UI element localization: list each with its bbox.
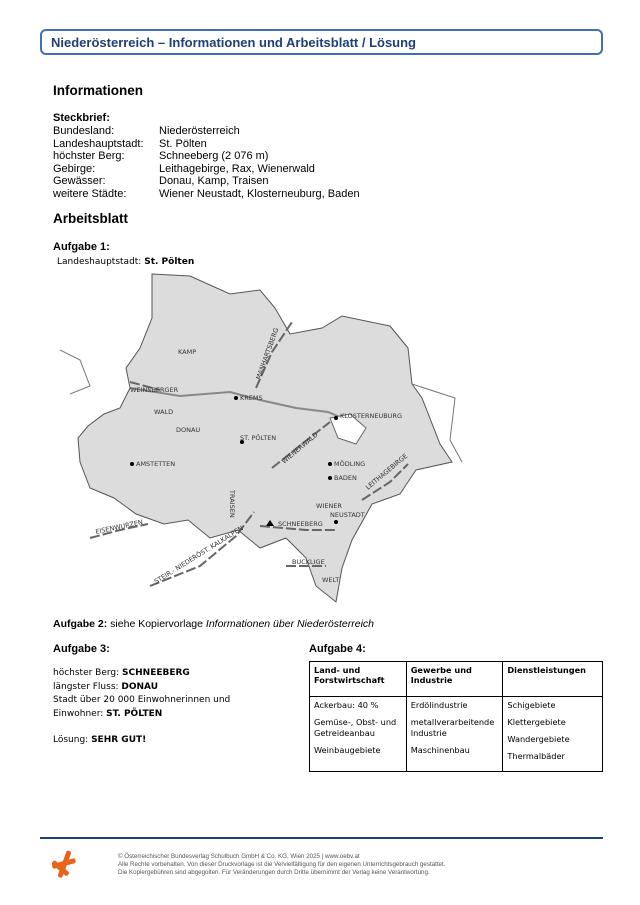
- task3-prefix: Einwohner:: [53, 708, 107, 719]
- map-label-klosterneuburg: KLOSTERNEUBURG: [340, 412, 402, 420]
- steckbrief-values: [159, 125, 360, 200]
- table-header-cell: Land- und Forstwirtschaft: [310, 662, 407, 697]
- table-entry: Erdölindustrie: [410, 700, 468, 710]
- map-label-manhartsberg: MANHARTSBERG: [254, 326, 281, 381]
- map-border-left: [60, 350, 90, 394]
- table-entry: Wandergebiete: [507, 734, 570, 744]
- footer-copyright: [118, 853, 445, 877]
- city-klosterneuburg-marker: [334, 416, 338, 420]
- map-label-welt: WELT: [322, 576, 340, 584]
- task3-solution-prefix: Lösung:: [53, 735, 92, 745]
- task2-text: siehe Kopiervorlage: [107, 618, 206, 630]
- worksheet-heading: Arbeitsblatt: [53, 211, 129, 226]
- map-label-wiener: WIENER: [316, 502, 342, 510]
- task3-prefix: längster Fluss:: [53, 681, 122, 692]
- task3-line: [53, 667, 230, 681]
- task3-prefix: Stadt über 20 000 Einwohnerinnen und: [53, 695, 231, 705]
- table-entry: Gemüse-, Obst- und Getreideanbau: [314, 717, 397, 738]
- map-label-schneeberg: SCHNEEBERG: [278, 520, 323, 528]
- footer-divider: [40, 837, 603, 839]
- task2-title: Aufgabe 2:: [53, 618, 108, 630]
- table-cell-land: [310, 697, 407, 772]
- page-title: Niederösterreich – Informationen und Arbeitsblatt / Lösung: [51, 35, 417, 50]
- task3-title: Aufgabe 3:: [53, 643, 110, 655]
- table-cell-dienst: [503, 697, 603, 772]
- task1-answer: [57, 257, 194, 267]
- map-label-baden: BADEN: [334, 474, 357, 482]
- steckbrief-label: Gewässer:: [53, 175, 106, 187]
- steckbrief-label: Gebirge:: [53, 162, 96, 175]
- footer-line: Alle Rechte vorbehalten. Von dieser Druckvorlage ist die Vervielfältigung für den eigenen Unterrichtsgebrauch gestattet.: [118, 861, 446, 868]
- task4-title: Aufgabe 4:: [309, 643, 366, 655]
- task1-answer-value: St. Pölten: [144, 257, 195, 267]
- task3-solution: [53, 734, 230, 748]
- map-label-traisen: TRAISEN: [228, 490, 236, 518]
- map-label-stpoelten: ST. PÖLTEN: [240, 434, 277, 442]
- publisher-logo-icon: [52, 850, 76, 878]
- task3-prefix: höchster Berg:: [53, 668, 123, 678]
- map-label-leithagebirge: LEITHAGEBIRGE: [364, 451, 410, 492]
- map-label-moedling: MÖDLING: [334, 460, 366, 468]
- lower-austria-map: [60, 268, 470, 610]
- map-label-kalkalpen: STEIR.- NIEDERÖST. KALKALPEN: [152, 524, 245, 586]
- city-krems-marker: [234, 396, 238, 400]
- task1-title: Aufgabe 1:: [53, 241, 110, 253]
- map-label-wienerwald: WIENERWALD: [280, 430, 320, 466]
- steckbrief-label: Landeshauptstadt:: [53, 137, 144, 150]
- footer-line: Die Kopiergebühren sind abgegolten. Für Veränderungen durch Dritte übernimmt der Verlag keine Verantwortung.: [118, 869, 430, 876]
- task3-answer: ST. PÖLTEN: [106, 708, 163, 719]
- map-label-amstetten: AMSTETTEN: [136, 460, 176, 468]
- task2: [53, 618, 374, 630]
- map-label-donau: DONAU: [176, 426, 201, 434]
- steckbrief-value: St. Pölten: [159, 137, 207, 150]
- steckbrief-label: weitere Städte:: [53, 187, 127, 200]
- task1-prefix: Landeshauptstadt:: [57, 257, 145, 267]
- map-label-eisenwurzen: EISENWURZEN: [94, 518, 144, 536]
- task3-line: [53, 694, 230, 708]
- table-entry: Schigebiete: [507, 700, 556, 710]
- task3-answer: DONAU: [121, 681, 159, 692]
- task3-line: [53, 708, 230, 722]
- table-header-cell: Gewerbe und Industrie: [406, 662, 503, 697]
- steckbrief-title: Steckbrief:: [53, 112, 110, 124]
- table-row: [310, 697, 603, 772]
- table-entry: Weinbaugebiete: [314, 745, 381, 755]
- map-label-kamp: KAMP: [178, 348, 197, 356]
- steckbrief-value: Niederösterreich: [159, 125, 240, 137]
- steckbrief-value: Leithagebirge, Rax, Wienerwald: [159, 162, 315, 175]
- task4-table: [309, 661, 603, 772]
- steckbrief-label: Bundesland:: [53, 125, 115, 137]
- task3-answers: [53, 667, 230, 748]
- table-entry: metallverarbeitende Industrie: [410, 717, 495, 738]
- table-entry: Klettergebiete: [507, 717, 566, 727]
- city-amstetten-marker: [130, 462, 134, 466]
- map-label-neustadt: NEUSTADT: [330, 511, 365, 519]
- task3-answer: SCHNEEBERG: [122, 668, 190, 678]
- footer-line: © Österreichischer Bundesverlag Schulbuch GmbH & Co. KG, Wien 2025 | www.oebv.at: [118, 853, 360, 860]
- task2-ref: Informationen über Niederösterreich: [205, 618, 375, 630]
- city-baden-marker: [328, 476, 332, 480]
- table-entry: Maschinenbau: [410, 745, 470, 755]
- table-entry: Ackerbau: 40 %: [314, 700, 379, 710]
- task3-line: [53, 681, 230, 695]
- map-label-krems: KREMS: [240, 394, 263, 402]
- table-entry: Thermalbäder: [507, 751, 565, 761]
- city-wrneustadt-marker: [334, 520, 338, 524]
- steckbrief-value: Wiener Neustadt, Klosterneuburg, Baden: [159, 187, 360, 200]
- city-moedling-marker: [328, 462, 332, 466]
- steckbrief-labels: [53, 125, 144, 200]
- table-cell-gewerbe: [406, 697, 503, 772]
- steckbrief-label: höchster Berg:: [53, 150, 125, 162]
- info-heading: Informationen: [53, 83, 143, 98]
- map-label-bucklige: BUCKLIGE: [292, 558, 325, 566]
- task3-solution-value: SEHR GUT!: [91, 735, 147, 745]
- map-label-wald: WALD: [154, 408, 174, 416]
- table-header-row: [310, 662, 603, 697]
- map-label-weinsberger: WEINSBERGER: [130, 386, 179, 394]
- table-header-cell: Dienstleistungen: [503, 662, 603, 697]
- steckbrief-value: Donau, Kamp, Traisen: [159, 175, 269, 187]
- steckbrief-value: Schneeberg (2 076 m): [159, 150, 269, 162]
